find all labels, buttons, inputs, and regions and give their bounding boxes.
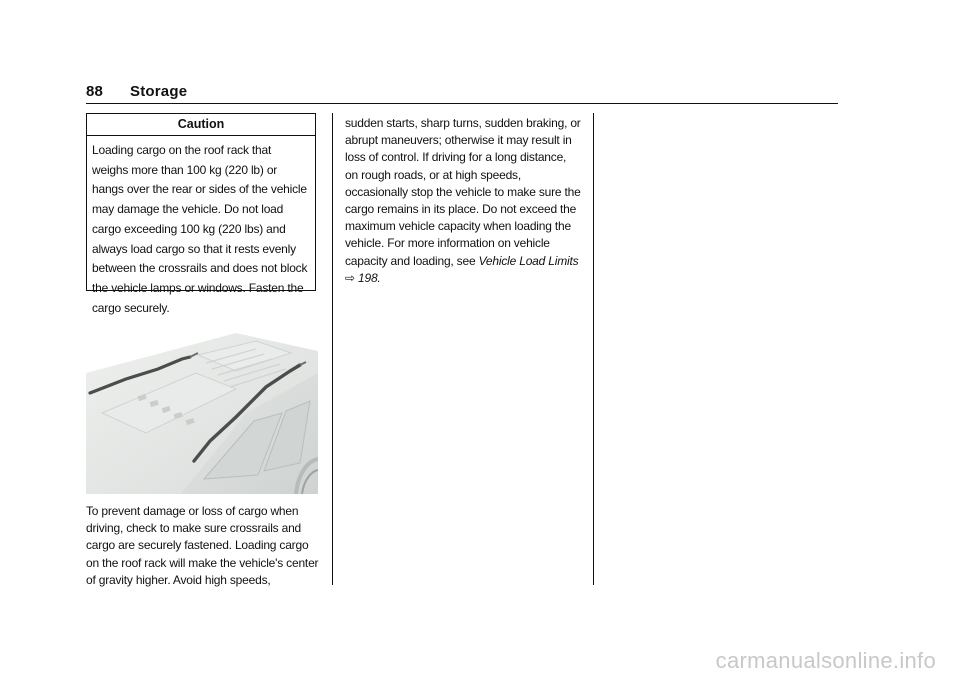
xref-period: .: [377, 270, 381, 285]
column-divider-2: [593, 113, 594, 585]
xref-arrow-icon: ⇨: [345, 270, 355, 285]
caution-title: Caution: [87, 114, 315, 136]
section-title: Storage: [130, 83, 188, 100]
col2-text: sudden starts, sharp turns, sudden braking, or abrupt maneuvers; otherwise it may result in loss of control. If driving for a long distance, on rough roads, or at high speeds, occasionally stop the vehicle to make sure the cargo remains in its place. Do not exceed the maximum vehicle capacity when loading the vehicle. For more information on vehicle capacity and loading, see: [345, 116, 581, 268]
page-number: 88: [86, 83, 104, 100]
column-divider-1: [332, 113, 333, 585]
body-paragraph-col2: [345, 115, 581, 287]
watermark-text: carmanualsonline.info: [715, 648, 936, 673]
xref-page-number[interactable]: 198: [358, 270, 378, 285]
xref-vehicle-load-limits[interactable]: Vehicle Load Limits: [478, 253, 579, 268]
header-rule: [86, 103, 838, 104]
page-header: [86, 83, 187, 100]
body-paragraph-col1: To prevent damage or loss of cargo when driving, check to make sure crossrails and cargo are securely fastened. Loading cargo on the roof rack will make the vehicle's center of gravity higher. Avoid high speeds,: [86, 504, 319, 587]
caution-box: [86, 113, 316, 315]
roof-rack-illustration: [86, 333, 318, 494]
caution-text: Loading cargo on the roof rack that weighs more than 100 kg (220 lb) or hangs over the rear or sides of the vehicle may damage the vehicle. Do not load cargo exceeding 100 kg (220 lbs) and always load cargo so that it rests evenly between the crossrails and does not block the vehicle lamps or windows. Fasten the cargo securely.: [92, 143, 308, 315]
vehicle-roof-image: [86, 333, 318, 494]
